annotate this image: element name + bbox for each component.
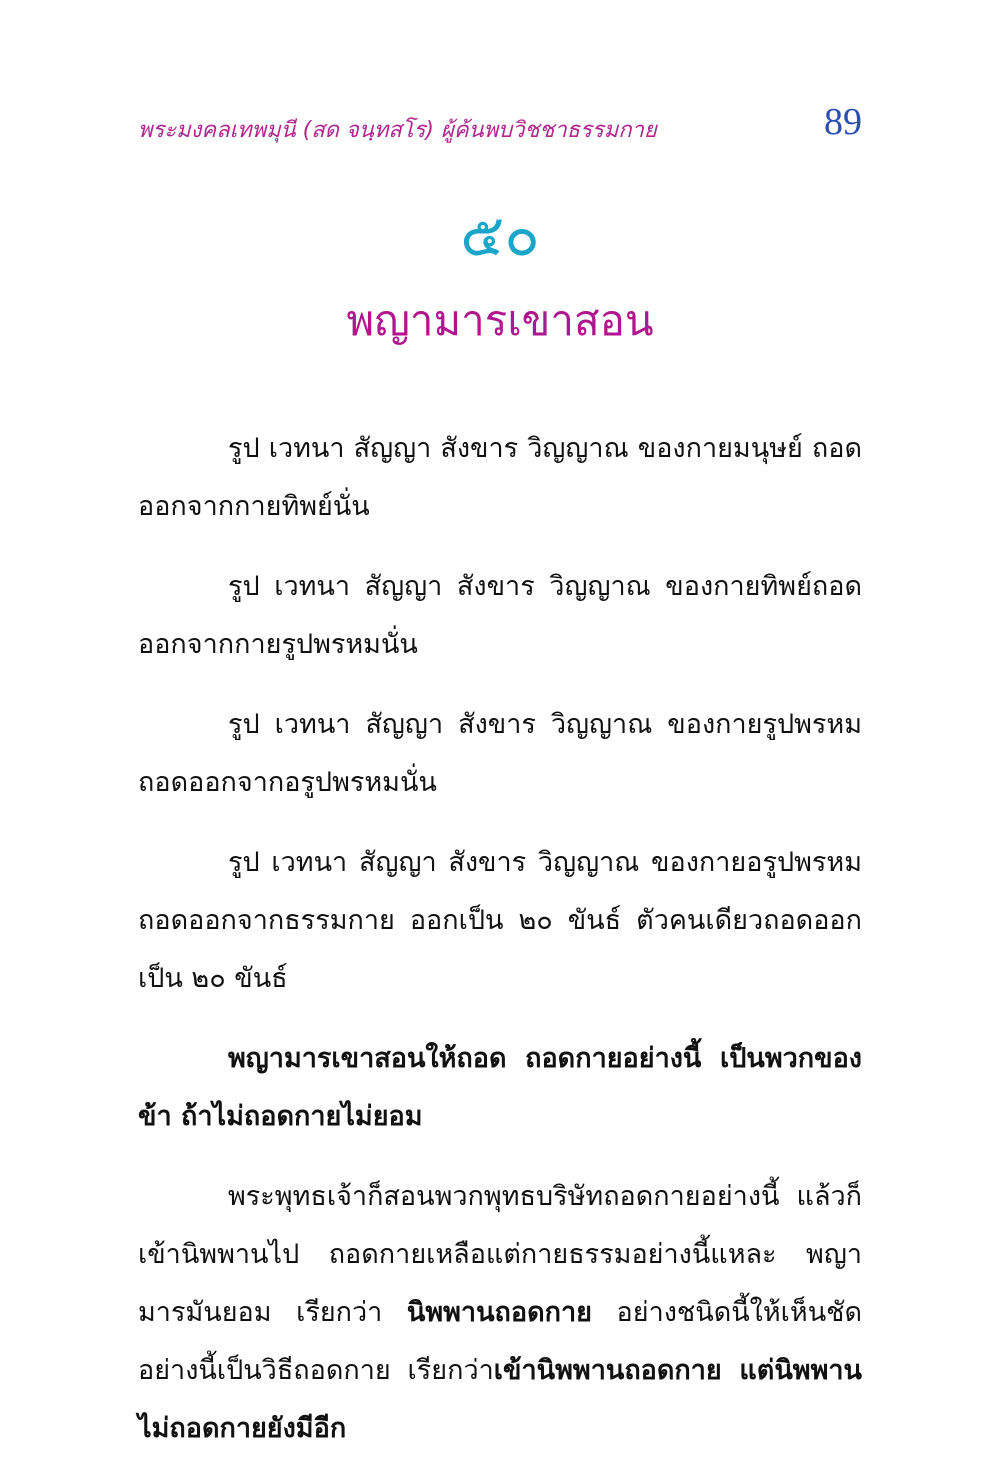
- paragraph-6-text-1: พระพุทธเจ้าก็สอนพวกพุทธบริษัทถอดกายอย่างนี้ แล้วก็เข้านิพพานไป ถอดกายเหลือแต่กายธรรมอย่างนี้แหละ พญามารมันยอม เรียกว่า: [138, 1181, 862, 1328]
- paragraph-6: [138, 1168, 862, 1458]
- paragraph-6-text-2: อย่างชนิดนี้ให้เห็นชัด อย่างนี้เป็นวิธีถอดกาย เรียกว่า: [138, 1297, 863, 1386]
- running-header: พระมงคลเทพมุนี (สด จนฺทสโร) ผู้ค้นพบวิชชาธรรมกาย: [138, 118, 657, 143]
- paragraph-6-bold-2: เข้านิพพานถอดกาย แต่นิพพานไม่ถอดกายยังมีอีก: [138, 1355, 862, 1444]
- paragraph-5-bold: พญามารเขาสอนให้ถอด ถอดกายอย่างนี้ เป็นพวกของข้า ถ้าไม่ถอดกายไม่ยอม: [138, 1043, 862, 1132]
- chapter-number: ๕๐: [460, 201, 540, 269]
- page-number: 89: [824, 101, 862, 143]
- chapter-title: พญามารเขาสอน: [346, 296, 654, 345]
- paragraph-1: รูป เวทนา สัญญา สังขาร วิญญาณ ของกายมนุษย์ ถอดออกจากกายทิพย์นั่น: [138, 433, 862, 522]
- paragraph-6-bold-1: นิพพานถอดกาย: [406, 1297, 592, 1328]
- paragraph-2: รูป เวทนา สัญญา สังขาร วิญญาณ ของกายทิพย์ถอดออกจากกายรูปพรหมนั่น: [138, 571, 862, 660]
- paragraph-3: รูป เวทนา สัญญา สังขาร วิญญาณ ของกายรูปพรหมถอดออกจากอรูปพรหมนั่น: [138, 709, 862, 798]
- body-text: [138, 420, 862, 1480]
- paragraph-4: รูป เวทนา สัญญา สังขาร วิญญาณ ของกายอรูปพรหมถอดออกจากธรรมกาย ออกเป็น ๒๐ ขันธ์ ตัวคนเดียวถอดออกเป็น ๒๐ ขันธ์: [138, 847, 862, 994]
